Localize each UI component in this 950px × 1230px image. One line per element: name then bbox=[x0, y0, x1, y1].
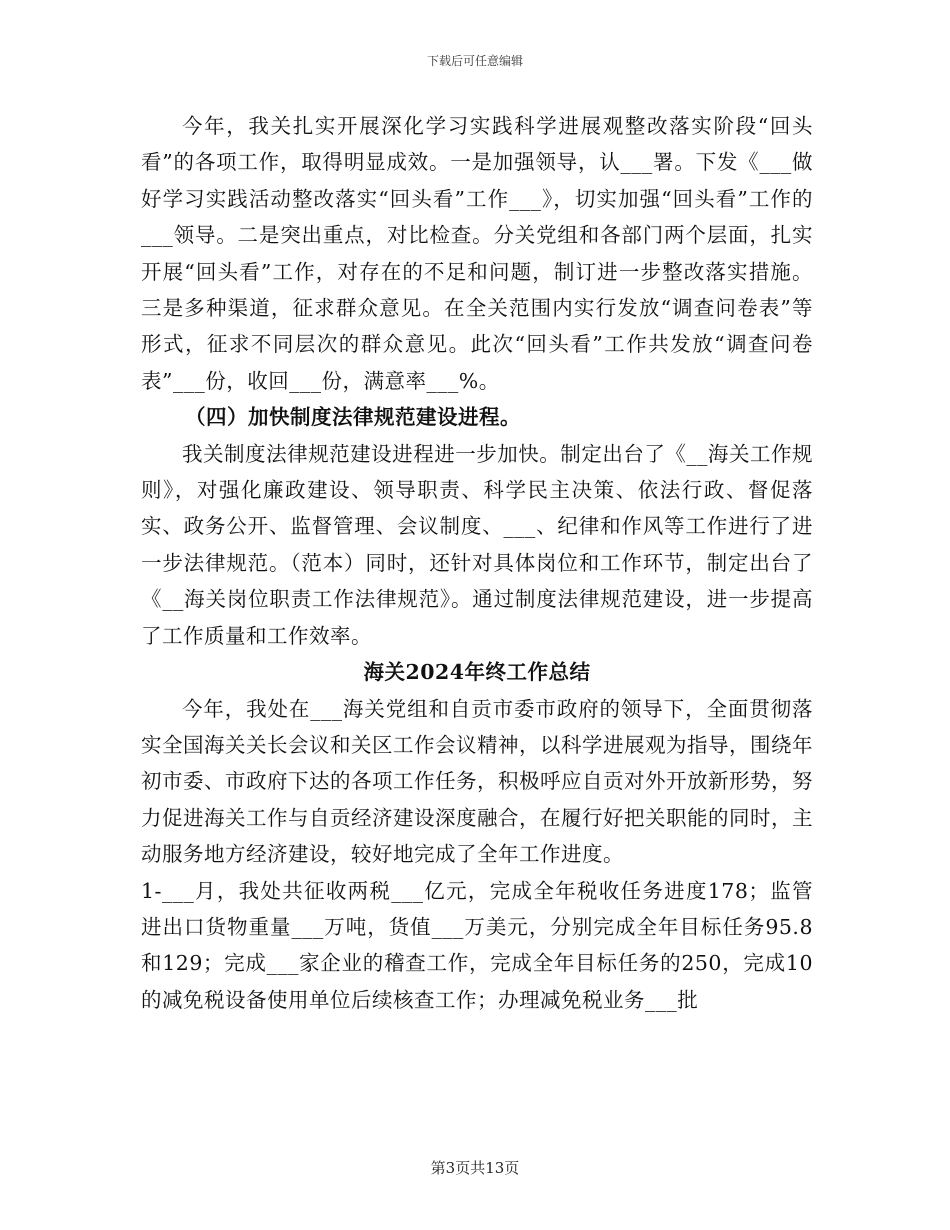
document-body bbox=[141, 108, 813, 1018]
document-title: 海关2024年终工作总结 bbox=[363, 660, 591, 685]
page-header-note: 下载后可任意编辑 bbox=[426, 54, 523, 68]
page-number: 第3页共13页 bbox=[430, 1159, 520, 1177]
paragraph-regulations: 我关制度法律规范建设进程进一步加快。制定出台了《__海关工作规则》，对强化廉政建设、领导职责、科学民主决策、依法行政、督促落实、政务公开、监督管理、会议制度、___、纪律和作风等工作进行了进一步法律规范。（范本）同时，还针对具体岗位和工作环节，制定出台了《__海关岗位职责工作法律规范》。通过制度法律规范建设，进一步提高了工作质量和工作效率。 bbox=[141, 441, 813, 648]
paragraph-summary-intro: 今年，我处在___海关党组和自贡市委市政府的领导下，全面贯彻落实全国海关关长会议和关区工作会议精神，以科学进展观为指导，围绕年初市委、市政府下达的各项工作任务，积极呼应自贡对外开放新形势，努力促进海关工作与自贡经济建设深度融合，在履行好把关职能的同时，主动服务地方经济建设，较好地完成了全年工作进度。 bbox=[141, 696, 813, 867]
section-heading-4: （四）加快制度法律规范建设进程。 bbox=[185, 405, 521, 430]
paragraph-statistics: 1-___月，我处共征收两税___亿元，完成全年税收任务进度178；监管进出口货物重量___万吨，货值___万美元，分别完成全年目标任务95.8和129；完成___家企业的稽查工作，完成全年目标任务的250，完成10的减免税设备使用单位后续核查工作；办理减免税业务___批 bbox=[141, 878, 813, 1012]
paragraph-review-work: 今年，我关扎实开展深化学习实践科学进展观整改落实阶段“回头看”的各项工作，取得明显成效。一是加强领导，认___署。下发《___做好学习实践活动整改落实“回头看”工作___》，切实加强“回头看”工作的___领导。二是突出重点，对比检查。分关党组和各部门两个层面，扎实开展“回头看”工作，对存在的不足和问题，制订进一步整改落实措施。三是多种渠道，征求群众意见。在全关范围内实行发放“调查问卷表”等形式，征求不同层次的群众意见。此次“回头看”工作共发放“调查问卷表”___份，收回___份，满意率___%。 bbox=[141, 114, 813, 393]
